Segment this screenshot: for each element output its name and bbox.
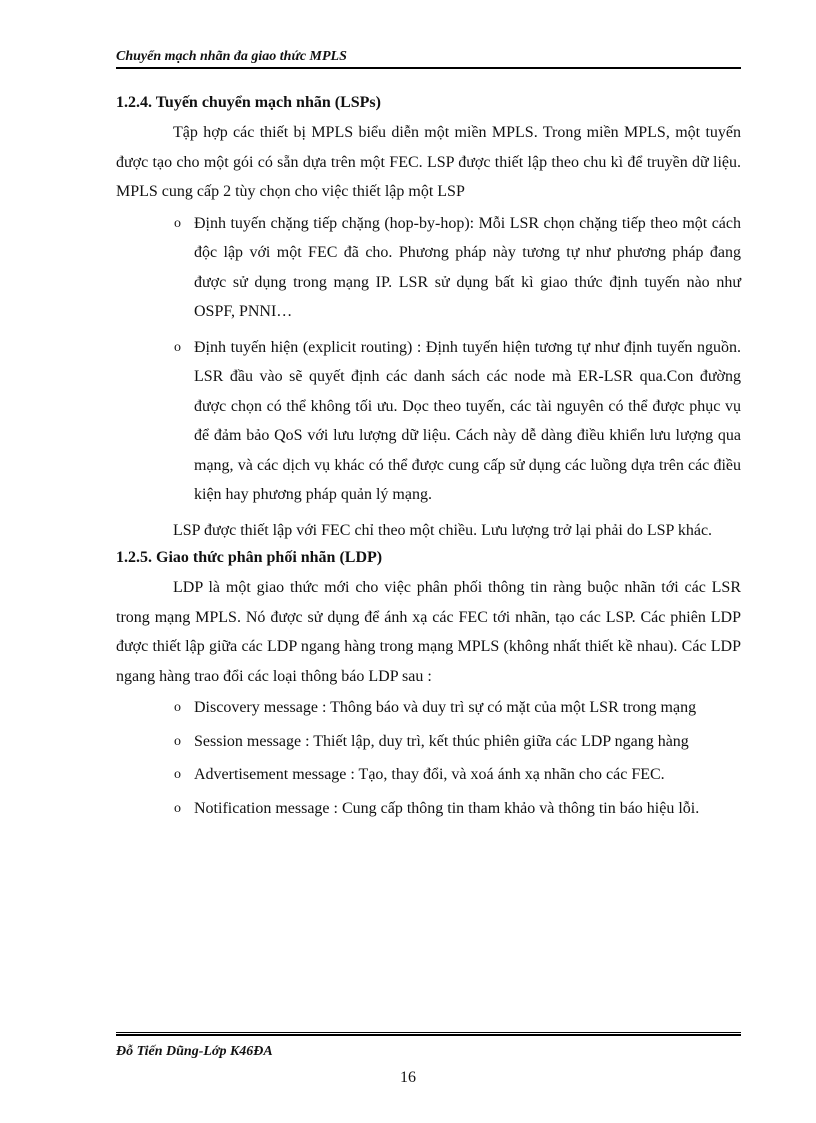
page-number: 16 [400,1069,416,1086]
ldp-message-list [116,693,741,823]
footer-rule-thick [116,1034,741,1036]
section-lsp-intro: Tập hợp các thiết bị MPLS biểu diễn một miền MPLS. Trong miền MPLS, một tuyến được tạo cho một gói có sẵn dựa trên một FEC. LSP được thiết lập theo chu kì để truyền dữ liệu. MPLS cung cấp 2 tùy chọn cho việc thiết lập một LSP [116,124,741,200]
list-item-text: Session message : Thiết lập, duy trì, kết thúc phiên giữa các LDP ngang hàng [194,732,689,750]
bullet-marker: o [174,700,181,715]
list-item [116,209,741,327]
lsp-options-list [116,209,741,510]
section-lsp-closing: LSP được thiết lập với FEC chỉ theo một chiều. Lưu lượng trở lại phải do LSP khác. [173,521,713,539]
bullet-marker: o [174,800,181,816]
bullet-marker: o [174,733,181,749]
list-item [116,727,741,757]
list-item-text: Advertisement message : Tạo, thay đổi, và xoá ánh xạ nhãn cho các FEC. [194,766,665,783]
footer-rule [116,1032,741,1033]
bullet-marker: o [174,339,181,355]
list-item [116,693,741,723]
list-item-text: Định tuyến hiện (explicit routing) : Định tuyến hiện tương tự như định tuyến nguồn. LSR đầu vào sẽ quyết định các danh sách các node mà ER-LSR qua.Con đường được chọn có thể không tối ưu. Dọc theo tuyến, các tài nguyên có thể được phục vụ để đảm bảo QoS với lưu lượng dữ liệu. Cách này dễ dàng điều khiển lưu lượng qua mạng, và các dịch vụ khác có thể được cung cấp sử dụng các luồng dựa trên các điều kiện hay phương pháp quản lý mạng. [194,338,741,503]
page-body [116,92,741,827]
header-title: Chuyển mạch nhãn đa giao thức MPLS [116,49,347,64]
list-item-text: Discovery message : Thông báo và duy trì sự có mặt của một LSR trong mạng [194,699,697,716]
section-ldp-intro: LDP là một giao thức mới cho việc phân phối thông tin ràng buộc nhãn tới các LSR trong mạng MPLS. Nó được sử dụng để ánh xạ các FEC tới nhãn, tạo các LSP. Các phiên LDP được thiết lập giữa các LDP ngang hàng trong mạng MPLS (không nhất thiết kề nhau). Các LDP ngang hàng trao đổi các loại thông báo LDP sau : [116,579,741,685]
bullet-marker: o [174,215,181,231]
header-rule [116,67,741,69]
section-heading-lsp: 1.2.4. Tuyến chuyển mạch nhãn (LSPs) [116,94,381,111]
list-item-text: Định tuyến chặng tiếp chặng (hop-by-hop): Mỗi LSR chọn chặng tiếp theo một cách độc lập với một FEC đã cho. Phương pháp này tương tự như phương pháp đang được sử dụng trong mạng IP. LSR sử dụng bất kì giao thức định tuyến nào như OSPF, PNNI… [194,214,741,320]
page-footer [116,1032,741,1061]
bullet-marker: o [174,767,181,782]
list-item [116,333,741,510]
list-item-text: Notification message : Cung cấp thông tin tham khảo và thông tin báo hiệu lỗi. [194,799,700,817]
section-heading-ldp: 1.2.5. Giao thức phân phối nhãn (LDP) [116,549,383,566]
list-item [116,794,741,824]
page-header [116,48,741,69]
footer-author: Đỗ Tiến Dũng-Lớp K46ĐA [116,1044,273,1059]
list-item [116,760,741,790]
